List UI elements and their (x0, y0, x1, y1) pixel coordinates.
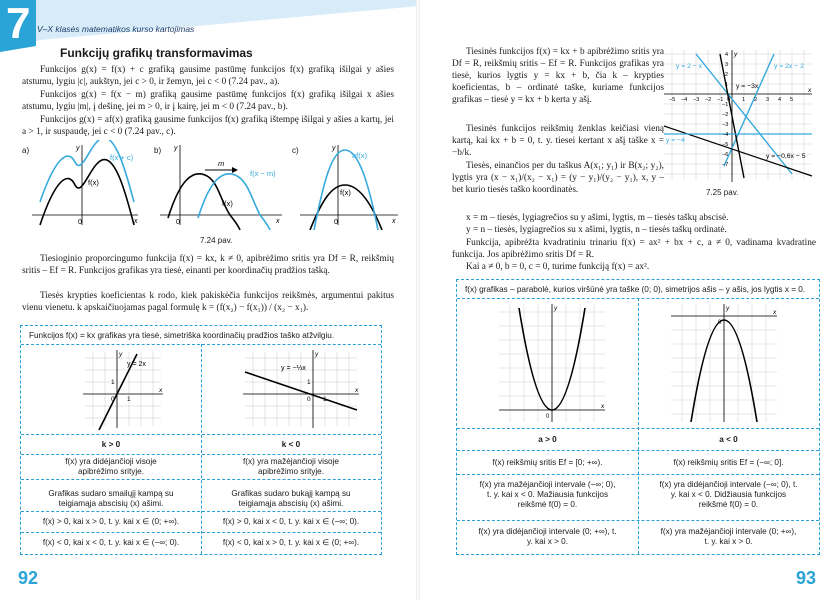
paragraph-vertical-line: x = m – tiesės, lygiagrečios su y ašimi, lygtis, m – tiesės taškų abscisė. (466, 213, 729, 223)
svg-text:2: 2 (754, 97, 758, 103)
label-y: y (726, 305, 730, 312)
paragraph-sign-change: Tiesinės funkcijos reikšmių ženklas keičiasi vieną kartą, kai kx + b = 0, t. y. tiesei kertant x ašį taške x = −b/k. (452, 124, 664, 158)
figure-b-horizontal-shift (160, 140, 285, 230)
label-g: af(x) (352, 151, 367, 160)
label-y: y (119, 351, 123, 358)
label-one-x: 1 (127, 396, 131, 403)
graph-y-2x (81, 348, 166, 430)
cell-decreasing: f(x) yra mažėjančioji visoje apibrėžimo srityje. (242, 457, 339, 476)
paragraph-linear-function: Tiesinės funkcijos f(x) = kx + b apibrėžimo sritis yra Df = R, reikšmių sritis – Ef = R. Funkcijos grafikas yra tiesė, kurios lygtis y = kx + b, čia k – krypties koeficientas, b – ordinatė taške, kuriame funkcijos grafikas – tiesė y = kx + b kerta y ašį. (452, 47, 664, 105)
label-zero: 0 (78, 219, 82, 226)
svg-text:3: 3 (766, 97, 770, 103)
svg-text:−6: −6 (722, 152, 729, 158)
svg-text:−5: −5 (722, 142, 729, 148)
svg-text:−5: −5 (669, 97, 676, 103)
paragraph-quadratic: Funkcija, apibrėžta kvadratiniu trinariu f(x) = ax² + bx + c, a ≠ 0, vadinama kvadratine funkcija. Jos apibrėžimo sritis Df = R. (452, 238, 816, 260)
cell-negative-interval-2: f(x) < 0, kai x > 0, t. y. kai x ∈ (0; +∞). (222, 538, 360, 547)
page-number: 92 (18, 568, 39, 588)
svg-text:−1: −1 (722, 102, 729, 108)
label-zero: 0 (111, 396, 115, 403)
label-zero: 0 (307, 396, 311, 403)
svg-text:1: 1 (725, 82, 729, 88)
label-y: y (332, 145, 336, 152)
paragraph-slope: Tiesės krypties koeficientas k rodo, kiek pakiskėčia funkcijos reikšmės, argumentui pakitus vienu vienetu. k apskaičiuojamas pagal formulę k = (f(x₂) − f(x₁)) / (x₂ − x₁). (22, 291, 394, 313)
label-x: x (601, 403, 605, 410)
svg-text:5: 5 (790, 97, 794, 103)
right-page (418, 0, 836, 600)
kx-properties-table (20, 325, 382, 555)
svg-text:−4: −4 (681, 97, 688, 103)
label-y: y (174, 145, 178, 152)
label-line: y = 2x (127, 361, 146, 368)
svg-text:4: 4 (778, 97, 782, 103)
label-line: y = −⅓x (281, 365, 306, 372)
label-zero: 0 (176, 219, 180, 226)
cell-positive-interval-1: f(x) > 0, kai x > 0, t. y. kai x ∈ (0; +∞). (42, 517, 180, 526)
label-one-y: 1 (307, 379, 311, 386)
label-zero: 0 (546, 414, 550, 420)
parabola-properties-table (456, 279, 820, 555)
label-l5: y = −4 (666, 137, 685, 144)
paragraph-ax-squared: Kai a ≠ 0, b = 0, c = 0, turime funkciją f(x) = ax². (466, 262, 650, 272)
svg-text:−2: −2 (705, 97, 712, 103)
svg-text:3: 3 (725, 62, 729, 68)
paragraph-horizontal-shift: Funkcijos g(x) = f(x − m) grafiką gausime pastūmę funkcijos f(x) grafiką išilgai x ašies atstumu, lygiu |m|, į dešinę, jei m > 0, ir į kairę, jei m < 0 (7.24 pav., b). (22, 90, 394, 112)
label-f: f(x) (88, 178, 99, 187)
svg-text:2: 2 (725, 72, 729, 78)
label-y: y (76, 145, 80, 152)
curve-f-minus-m (198, 174, 270, 230)
graph-parabola-down (669, 302, 779, 424)
cell-positive-interval-2: f(x) > 0, kai x < 0, t. y. kai x ∈ (−∞; 0). (222, 517, 360, 526)
svg-text:−2: −2 (722, 112, 729, 118)
cell-right-branch-a-negative: f(x) yra mažėjančioji intervale (0; +∞), t. y. kai x > 0. (660, 527, 797, 546)
cell-range-a-positive: f(x) reikšmių sritis Ef = [0; +∞). (492, 458, 603, 467)
label-zero: 0 (334, 219, 338, 226)
cell-acute-angle: Grafikas sudaro smailųjį kampą su teigiamąja abscisių (x) ašimi. (48, 489, 174, 508)
label-x: x (159, 387, 163, 394)
label-x: x (808, 87, 812, 94)
label-l3: y = −3x (736, 83, 759, 90)
figure-caption: 7.24 pav. (200, 236, 233, 245)
svg-text:−7: −7 (722, 162, 729, 168)
label-zero: 0 (727, 97, 731, 103)
graph-parabola-up (497, 302, 607, 424)
subfigure-label-b: b) (154, 146, 162, 155)
label-y: y (315, 351, 319, 358)
figure-linear-graphs (662, 48, 814, 184)
cell-negative-interval-1: f(x) < 0, kai x < 0, t. y. kai x ∈ (−∞; 0). (42, 538, 180, 547)
label-zero: 0 (718, 320, 722, 326)
figure-c-stretch (300, 140, 400, 230)
label-g: f(x − m) (250, 169, 276, 178)
label-x: x (276, 218, 280, 225)
label-f: f(x) (340, 188, 351, 197)
label-x: x (355, 387, 359, 394)
graph-y-minus-third-x (241, 348, 361, 430)
label-x: x (773, 309, 777, 316)
paragraph-direct-proportion: Tiesioginio proporcingumo funkcija f(x) = kx, k ≠ 0, apibrėžimo sritis yra Df = R, reikšmių sritis – Ef = R. Funkcijos grafikas yra tiesė, einanti per koordinačių pradžios tašką. (22, 254, 394, 276)
cell-a-positive: a > 0 (538, 435, 557, 444)
paragraph-stretch: Funkcijos g(x) = af(x) grafiką gausime funkcijos f(x) grafiką ištempę išilgai y ašies a kartų, jei a > 1, ir suspaudę, jei c < 0 (7.24 pav., c). (22, 115, 394, 137)
cell-left-branch-a-positive: f(x) yra mažėjančioji intervale (−∞; 0), t. y. kai x < 0. Mažiausia funkcijos reikšmė f(0) = 0. (479, 480, 616, 509)
page-number: 93 (796, 568, 817, 588)
paragraph-two-points: Tiesės, einančios per du taškus A(x₁; y₁) ir B(x₂; y₂), lygtis yra (x − x₁)/(x₂ − x₁) = (y − y₁)/(y₂ − y₁), x, y – bet kurio tiesės taško koordinatės. (452, 161, 664, 195)
cell-k-positive: k > 0 (101, 440, 121, 449)
label-l2: y = 2x − 2 (774, 63, 804, 70)
table-header: f(x) grafikas – parabolė, kurios viršūnė yra taške (0; 0), simetrijos ašis – y ašis, jos lygtis x = 0. (465, 285, 806, 294)
cell-obtuse-angle: Grafikas sudaro bukąjį kampą su teigiamąja abscisių (x) ašimi. (231, 489, 351, 508)
cell-increasing: f(x) yra didėjančioji visoje apibrėžimo srityje. (65, 457, 157, 476)
label-l1: y = 2 − x (676, 63, 703, 70)
cell-a-negative: a < 0 (719, 435, 738, 444)
cell-left-branch-a-negative: f(x) yra didėjančioji intervale (−∞; 0), t. y. kai x < 0. Didžiausia funkcijos reikšmė f(0) = 0. (659, 480, 798, 509)
label-y: y (554, 305, 558, 312)
figure-a-vertical-shift (30, 140, 140, 230)
svg-text:−3: −3 (693, 97, 700, 103)
label-one-y: 1 (111, 379, 115, 386)
svg-text:−1: −1 (717, 97, 724, 103)
svg-text:−4: −4 (722, 132, 729, 138)
svg-text:1: 1 (742, 97, 746, 103)
paragraph-vertical-shift: Funkcijos g(x) = f(x) + c grafiką gausime pastūmę funkcijos f(x) grafiką išilgai y ašies atstumu, lygiu |c|, aukštyn, jei c > 0, ir žemyn, jei c < 0 (7.24 pav., a). (22, 65, 394, 87)
subfigure-label-c: c) (292, 146, 299, 155)
subfigure-label-a: a) (22, 146, 30, 155)
paragraph-horizontal-line: y = n – tiesės, lygiagrečios su x ašimi, lygtis, n – tiesės taškų ordinatė. (466, 225, 727, 235)
section-title: Funkcijų grafikų transformavimas (60, 46, 253, 60)
cell-right-branch-a-positive: f(x) yra didėjančioji intervale (0; +∞), t. y. kai x > 0. (478, 527, 617, 546)
figure-caption: 7.25 pav. (706, 188, 739, 197)
label-x: x (134, 218, 138, 225)
cell-k-negative: k < 0 (281, 440, 301, 449)
label-one-x: 1 (323, 396, 327, 403)
label-x: x (392, 218, 396, 225)
svg-text:4: 4 (725, 52, 729, 58)
chapter-number: 7 (6, 0, 31, 48)
cell-range-a-negative: f(x) reikšmių sritis Ef = (−∞; 0]. (673, 458, 784, 467)
book-title: V–X klasės matematikos kurso kartojimas (37, 24, 195, 34)
label-m: m (218, 159, 225, 168)
label-y: y (734, 51, 738, 58)
label-f: f(x) (222, 199, 233, 208)
svg-text:−3: −3 (722, 122, 729, 128)
table-header: Funkcijos f(x) = kx grafikas yra tiesė, simetriška koordinačių pradžios taško atžvilgiu. (29, 331, 335, 340)
label-g: f(x + c) (110, 153, 134, 162)
label-l4: y = −0,6x − 5 (766, 153, 806, 160)
